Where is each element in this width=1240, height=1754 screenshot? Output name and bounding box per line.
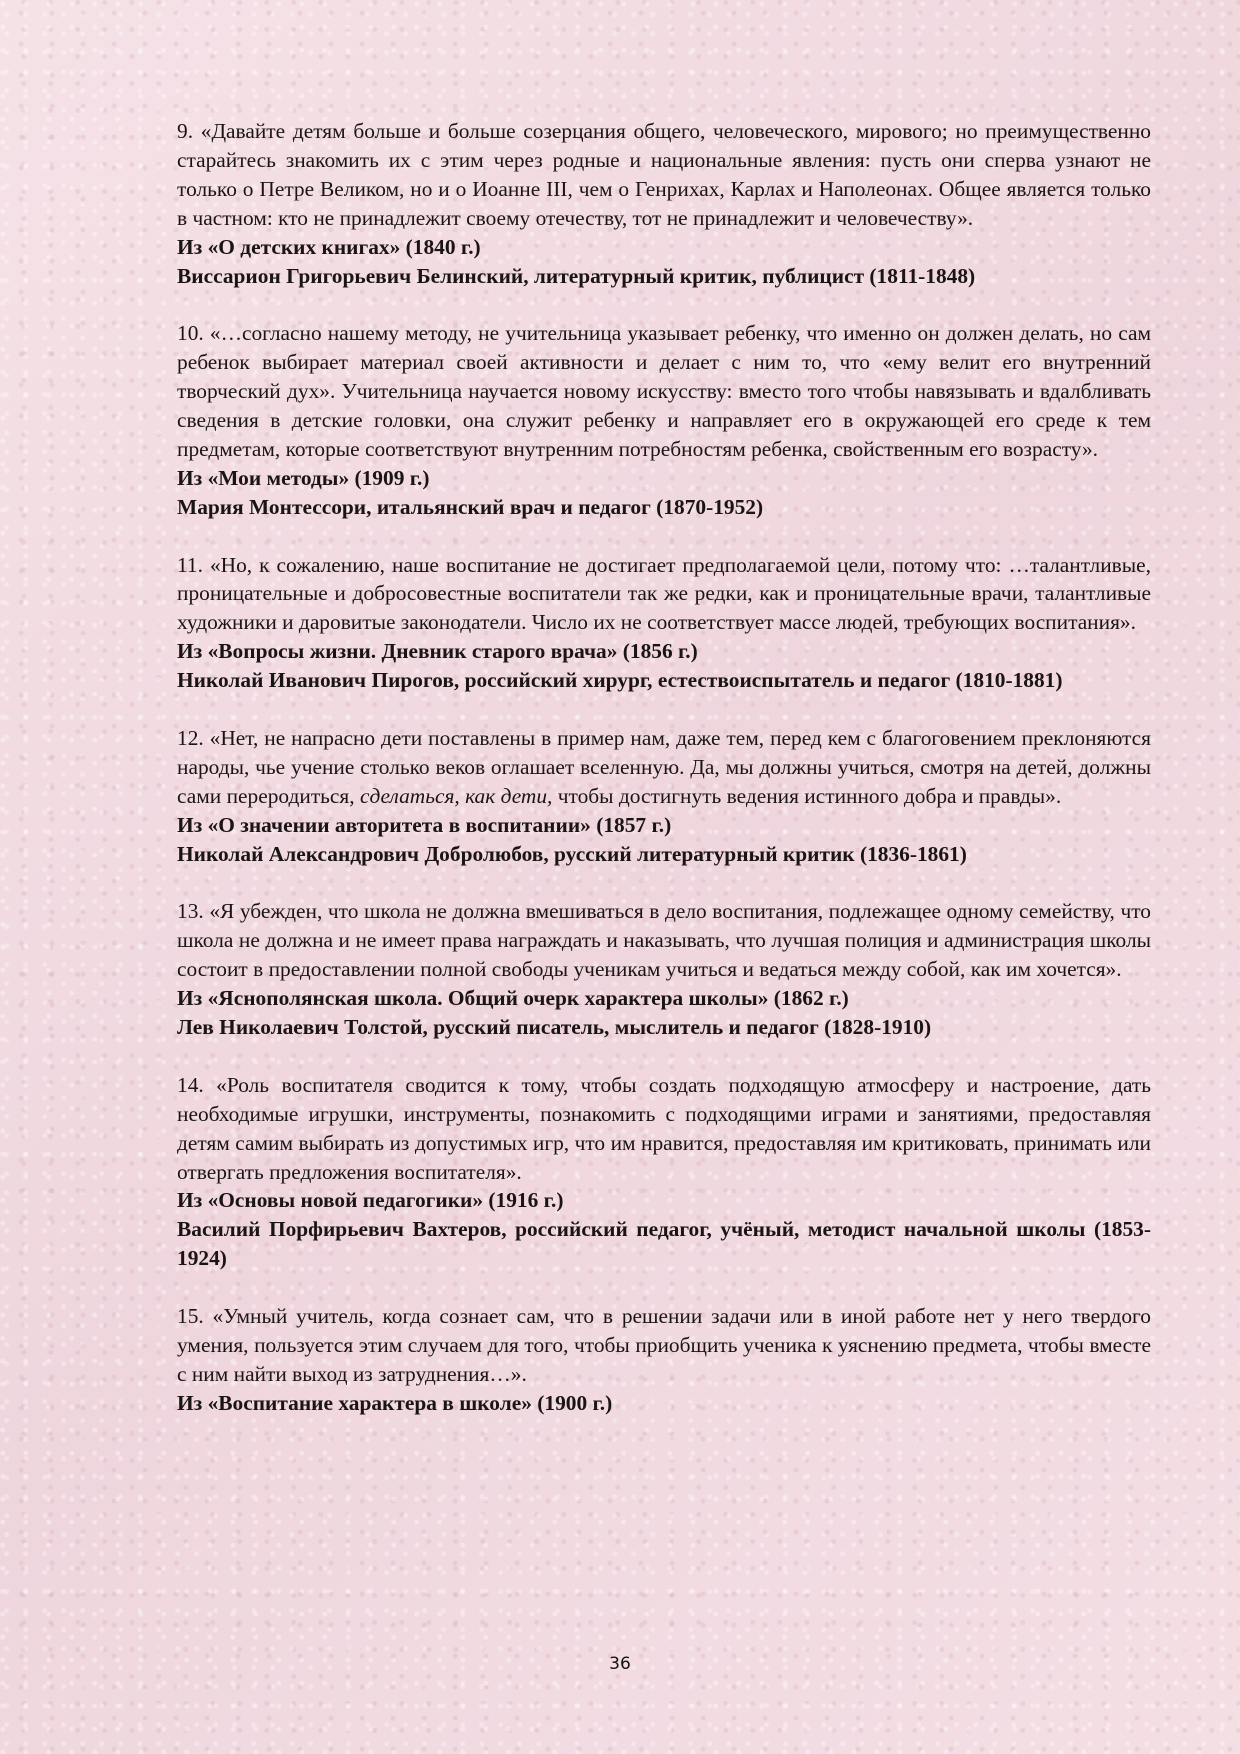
- quote-author: Николай Александрович Добролюбов, русский литературный критик (1836-1861): [177, 841, 967, 866]
- quote-source: Из «Мои методы» (1909 г.): [177, 465, 430, 490]
- quote-entry-15: [177, 1302, 1151, 1418]
- quote-author: Василий Порфирьевич Вахтеров, российский педагог, учёный, методист начальной школы (1853-1924): [177, 1217, 1151, 1271]
- quote-author: Лев Николаевич Толстой, русский писатель, мыслитель и педагог (1828-1910): [177, 1015, 932, 1040]
- quote-text: 10. «…согласно нашему методу, не учительница указывает ребенку, что именно он должен делать, но сам ребенок выбирает материал своей активности и делает с ним то, что «ему велит его внутренний творческий дух». Учительница научается новому искусству: вместо того чтобы навязывать и вдалбливать сведения в детские головки, она служит ребенку и направляет его в окружающей его среде к тем предметам, которые соответствуют внутренним потребностям ребенка, свойственным его возрасту».: [177, 321, 1151, 461]
- quote-author: Виссарион Григорьевич Белинский, литературный критик, публицист (1811-1848): [177, 263, 976, 288]
- page-content: [177, 117, 1151, 1447]
- quote-entry-11: [177, 551, 1151, 696]
- quote-italic-phrase: сделаться, как дети,: [359, 783, 553, 808]
- quote-text-part: 12. «Нет, не напрасно дети поставлены в пример нам, даже тем, перед кем с благоговением преклоняются народы, чье учение столько веков оглашает вселенную. Да, мы должны учиться, смотря на детей, должны сами переродиться,: [177, 725, 1151, 808]
- quote-source: Из «Основы новой педагогики» (1916 г.): [177, 1188, 564, 1213]
- quote-text: 11. «Но, к сожалению, наше воспитание не достигает предполагаемой цели, потому что: …талантливые, проницательные и добросовестные воспитатели так же редки, как и проницательные врачи, талантливые художники и даровитые законодатели. Число их не соответствует массе людей, требующих воспитания».: [177, 552, 1151, 635]
- quote-author: Николай Иванович Пирогов, российский хирург, естествоиспытатель и педагог (1810-1881): [177, 668, 1063, 693]
- quote-text: 13. «Я убежден, что школа не должна вмешиваться в дело воспитания, подлежащее одному семейству, что школа не должна и не имеет права награждать и наказывать, что лучшая полиция и администрация школы состоит в предоставлении полной свободы ученикам учиться и ведаться между собой, как им хочется».: [177, 899, 1151, 982]
- quote-text: 14. «Роль воспитателя сводится к тому, чтобы создать подходящую атмосферу и настроение, дать необходимые игрушки, инструменты, познакомить с подходящими играми и занятиями, предоставляя детям самим выбирать из допустимых игр, что им нравится, предоставляя им критиковать, принимать или отвергать предложения воспитателя».: [177, 1072, 1151, 1184]
- quote-source: Из «Яснополянская школа. Общий очерк характера школы» (1862 г.): [177, 986, 849, 1011]
- quote-text-part: чтобы достигнуть ведения истинного добра и правды».: [552, 783, 1062, 808]
- page-number: 36: [609, 1654, 631, 1674]
- quote-entry-9: [177, 117, 1151, 290]
- quote-author: Мария Монтессори, итальянский врач и педагог (1870-1952): [177, 494, 764, 519]
- quote-source: Из «О детских книгах» (1840 г.): [177, 234, 481, 259]
- quote-text: [177, 724, 1151, 811]
- quote-source: Из «Вопросы жизни. Дневник старого врача» (1856 г.): [177, 639, 698, 664]
- quote-entry-13: [177, 897, 1151, 1042]
- quote-source: Из «Воспитание характера в школе» (1900 г.): [177, 1390, 613, 1415]
- quote-text: 15. «Умный учитель, когда сознает сам, что в решении задачи или в иной работе нет у него твердого умения, пользуется этим случаем для того, чтобы приобщить ученика к уяснению предмета, чтобы вместе с ним найти выход из затруднения…».: [177, 1304, 1151, 1386]
- quote-entry-14: [177, 1071, 1151, 1273]
- quote-entry-10: [177, 319, 1151, 521]
- quote-entry-12: [177, 724, 1151, 869]
- quote-text: 9. «Давайте детям больше и больше созерцания общего, человеческого, мирового; но преимущественно старайтесь знакомить их с этим через родные и национальные явления: пусть они сперва узнают не только о Петре Великом, но и о Иоанне III, чем о Генрихах, Карлах и Наполеонах. Общее является только в частном: кто не принадлежит своему отечеству, тот не принадлежит и человечеству».: [177, 119, 1151, 230]
- quote-source: Из «О значении авторитета в воспитании» (1857 г.): [177, 812, 672, 837]
